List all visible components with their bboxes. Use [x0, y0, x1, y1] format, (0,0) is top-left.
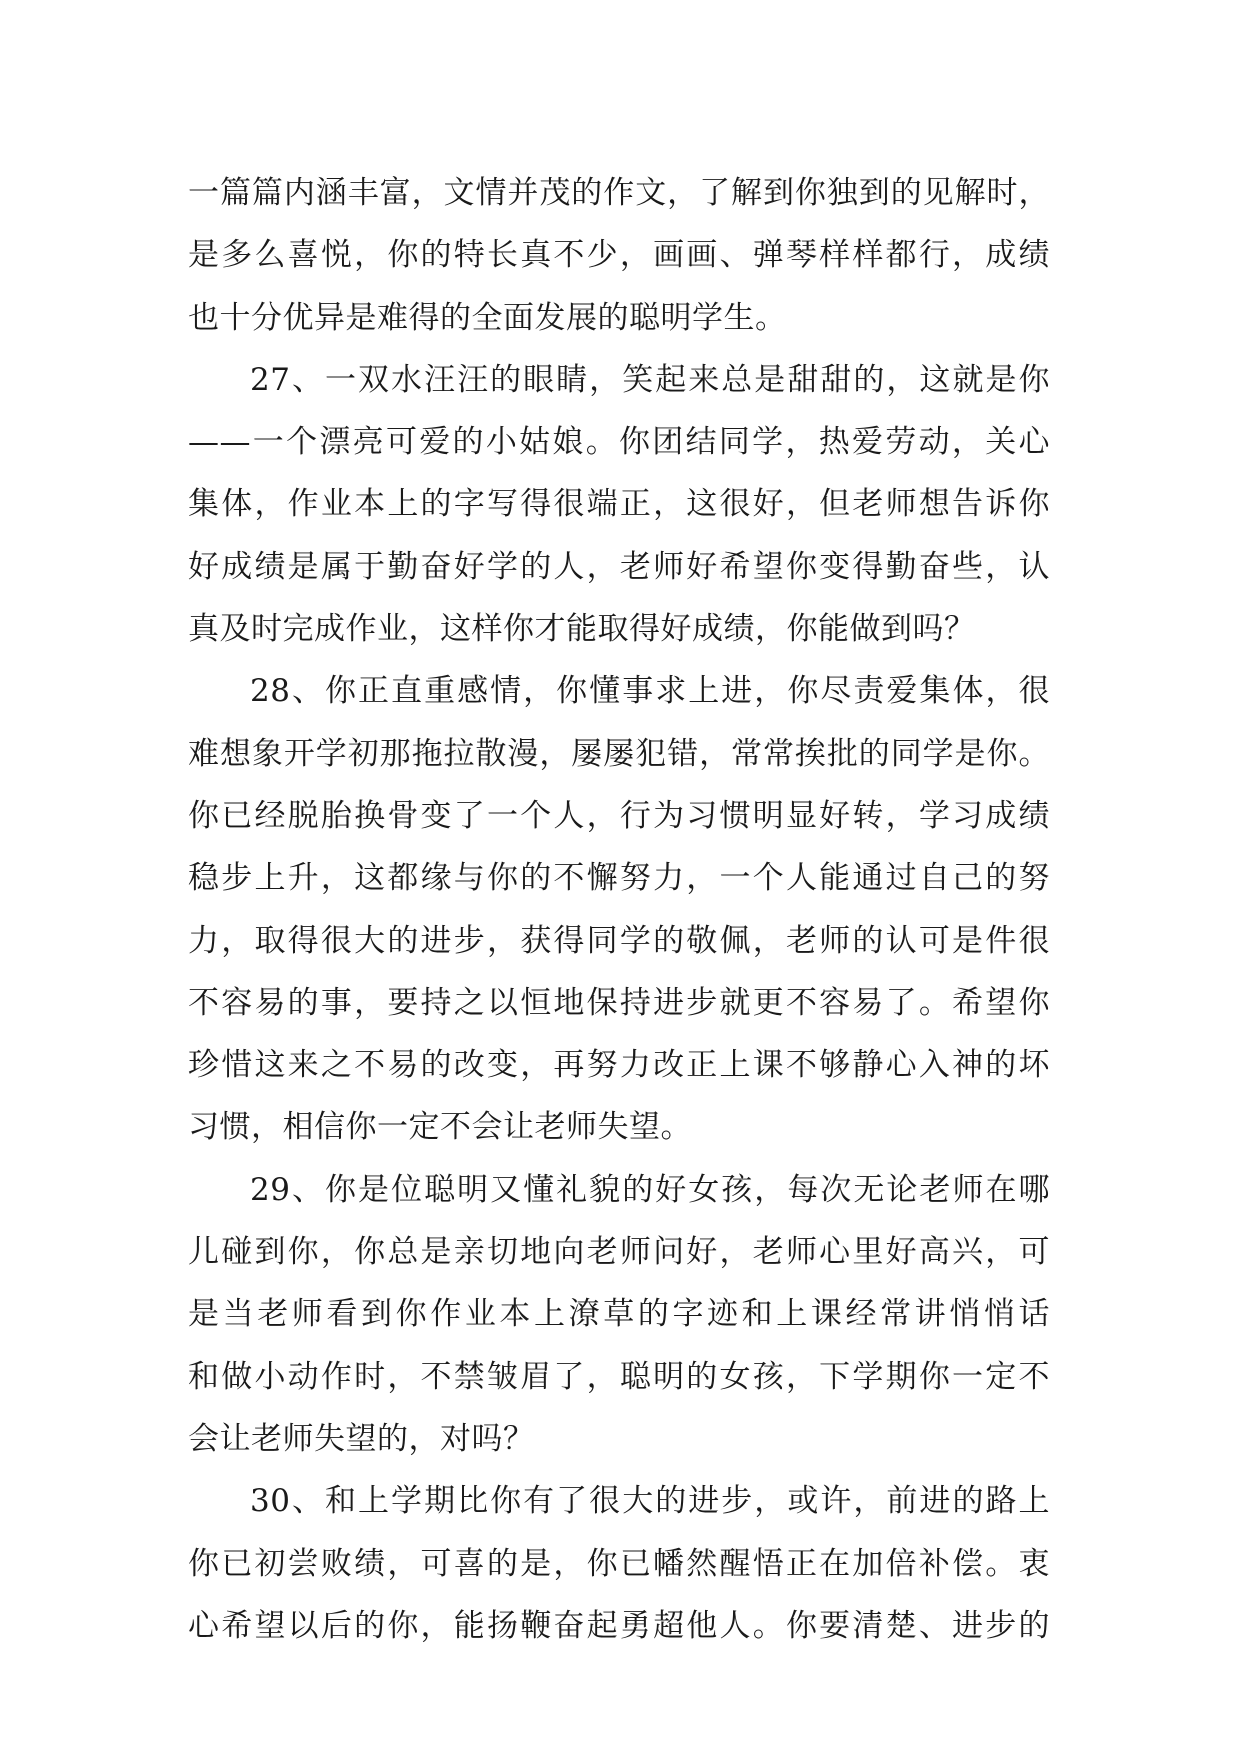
text-line: 好成绩是属于勤奋好学的人，老师好希望你变得勤奋些，认: [188, 548, 1050, 585]
text-line: 真及时完成作业，这样你才能取得好成绩，你能做到吗？: [188, 611, 976, 648]
text-line: 你已经脱胎换骨变了一个人，行为习惯明显好转，学习成绩: [188, 797, 1050, 834]
text-line: 集体，作业本上的字写得很端正，这很好，但老师想告诉你: [188, 486, 1050, 523]
text-line: 心希望以后的你，能扬鞭奋起勇超他人。你要清楚、进步的: [188, 1607, 1050, 1644]
text-line: 是多么喜悦，你的特长真不少，画画、弹琴样样都行，成绩: [188, 237, 1050, 274]
text-line: 珍惜这来之不易的改变，再努力改正上课不够静心入神的坏: [188, 1047, 1050, 1084]
text-line: 也十分优异是难得的全面发展的聪明学生。: [188, 299, 787, 336]
text-line: 28、你正直重感情，你懂事求上进，你尽责爱集体，很: [250, 673, 1050, 710]
paragraph-28: [188, 660, 1050, 1158]
text-line: 一篇篇内涵丰富，文情并茂的作文，了解到你独到的见解时，: [188, 175, 1050, 211]
text-line: 30、和上学期比你有了很大的进步，或许，前进的路上: [250, 1483, 1050, 1520]
text-line: 29、你是位聪明又懂礼貌的好女孩，每次无论老师在哪: [250, 1171, 1050, 1208]
text-line: 会让老师失望的，对吗？: [188, 1420, 535, 1457]
text-line: 27、一双水汪汪的眼睛，笑起来总是甜甜的，这就是你: [250, 361, 1050, 398]
text-line: 你已初尝败绩，可喜的是，你已幡然醒悟正在加倍补偿。衷: [188, 1545, 1050, 1582]
paragraph-continuation: [188, 162, 1050, 349]
text-line: 是当老师看到你作业本上潦草的字迹和上课经常讲悄悄话: [188, 1296, 1050, 1333]
paragraph-30: [188, 1470, 1050, 1657]
text-line: 稳步上升，这都缘与你的不懈努力，一个人能通过自己的努: [188, 860, 1050, 897]
text-line: 儿碰到你，你总是亲切地向老师问好，老师心里好高兴，可: [188, 1234, 1050, 1271]
paragraph-29: [188, 1159, 1050, 1470]
paragraph-27: [188, 349, 1050, 660]
text-line: 和做小动作时，不禁皱眉了，聪明的女孩，下学期你一定不: [188, 1358, 1050, 1395]
text-line: ——一个漂亮可爱的小姑娘。你团结同学，热爱劳动，关心: [188, 424, 1050, 461]
text-line: 习惯，相信你一定不会让老师失望。: [188, 1109, 692, 1146]
text-line: 力，取得很大的进步，获得同学的敬佩，老师的认可是件很: [188, 922, 1050, 959]
text-line: 难想象开学初那拖拉散漫，屡屡犯错，常常挨批的同学是你。: [188, 735, 1050, 772]
document-body: [188, 162, 1050, 1657]
text-line: 不容易的事，要持之以恒地保持进步就更不容易了。希望你: [188, 984, 1050, 1021]
